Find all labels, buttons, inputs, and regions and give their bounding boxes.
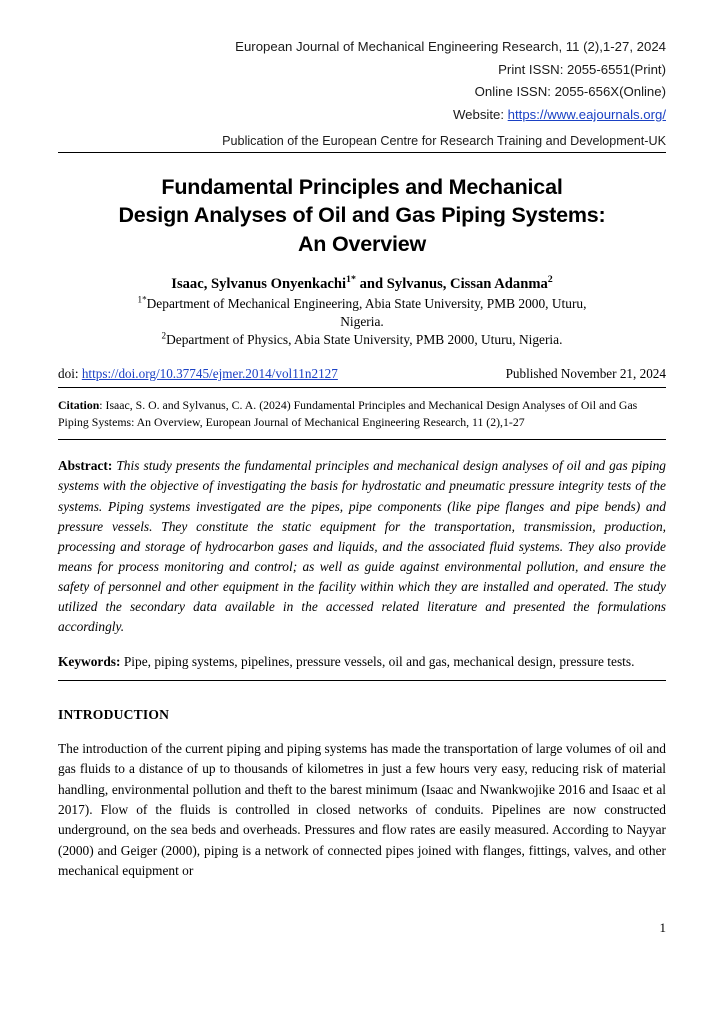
affiliation-2-marker: 2 xyxy=(161,330,167,341)
journal-header-line-2: Print ISSN: 2055-6551(Print) xyxy=(498,61,666,77)
doi-label: doi: xyxy=(58,365,82,381)
abstract-label: Abstract: xyxy=(58,458,113,474)
page-title xyxy=(58,173,666,259)
publication-line: Publication of the European Centre for Research Training and Development-UK xyxy=(58,134,666,153)
affiliation-1-cont: Nigeria. xyxy=(340,313,384,329)
doi-block xyxy=(58,366,338,382)
journal-website-link[interactable]: https://www.eajournals.org/ xyxy=(507,107,666,123)
author-one-marker: 1* xyxy=(346,273,356,285)
section-heading-introduction: INTRODUCTION xyxy=(58,706,170,722)
doi-row xyxy=(58,366,666,388)
title-line-2: Design Analyses of Oil and Gas Piping Systems: xyxy=(118,203,606,228)
keywords-divider xyxy=(58,680,666,681)
journal-header-line-1: European Journal of Mechanical Engineering Research, 11 (2),1-27, 2024 xyxy=(235,39,666,54)
doi-link[interactable]: https://doi.org/10.37745/ejmer.2014/vol11n2127 xyxy=(81,365,338,381)
keywords-label: Keywords: xyxy=(58,654,121,670)
author-two: and Sylvanus, Cissan Adanma xyxy=(355,275,548,292)
title-line-1: Fundamental Principles and Mechanical xyxy=(161,174,563,199)
journal-website-line xyxy=(58,104,666,127)
page-number: 1 xyxy=(659,920,666,935)
introduction-paragraph: The introduction of the current piping and piping systems has made the transportation of large volumes of oil and gas fluids to a distance of up to thousands of kilometres in just a few hours very easy, reducing risk of material handling, environmental pollution and theft to the barest minimum (Isaac and Nwankwojike 2016 and Isaac et al 2017). Flow of the fluids is controlled in closed networks of conduits. Pipelines are now constructed underground, on the sea beds and overheads. Pressures and flow rates are easily measured. According to Nayyar (2000) and Geiger (2000), piping is a network of connected pipes joined with flanges, fittings, valves, and other mechanical equipment or xyxy=(58,740,666,879)
abstract-block xyxy=(58,456,666,637)
keywords-text: Pipe, piping systems, pipelines, pressure vessels, oil and gas, mechanical design, pressure tests. xyxy=(120,654,635,670)
author-one: Isaac, Sylvanus Onyenkachi xyxy=(171,275,347,292)
author-two-marker: 2 xyxy=(547,273,553,285)
citation-text: : Isaac, S. O. and Sylvanus, C. A. (2024) Fundamental Principles and Mechanical Design Analyses of Oil and Gas Piping Systems: An Overview, European Journal of Mechanical Engineering Research, 11 (2),1-27 xyxy=(58,397,638,429)
affiliation-1-text: Department of Mechanical Engineering, Abia State University, PMB 2000, Uturu, xyxy=(146,295,587,311)
affiliation-1-marker: 1* xyxy=(137,294,147,305)
abstract-text: This study presents the fundamental principles and mechanical design analyses of oil and gas piping systems with the objective of investigating the basis for hydrostatic and pneumatic pressure integrity tests of the systems. Piping systems investigated are the pipes, pipe components (like pipe flanges and pipe bends) and pressure vessels. They constitute the static equipment for the transportation, transmission, production, processing and storage of hydrocarbon gases and liquids, and the associated fluid systems. They also provide means for process monitoring and control; as well as guide against environmental pollution, and ensure the safety of personnel and other equipment in the facility within which they are installed and operated. The study utilized the secondary data available in the accessed related literature and presented the formulations accordingly. xyxy=(58,458,666,635)
journal-header-line-3: Online ISSN: 2055-656X(Online) xyxy=(474,84,666,100)
author-byline xyxy=(58,273,666,293)
journal-header xyxy=(58,36,666,127)
affiliations xyxy=(58,295,666,349)
title-line-3: An Overview xyxy=(297,232,427,256)
keywords-block xyxy=(58,652,666,680)
affiliation-2-text: Department of Physics, Abia State University, PMB 2000, Uturu, Nigeria. xyxy=(166,331,563,347)
citation-block xyxy=(58,397,666,441)
citation-label: Citation xyxy=(58,397,100,412)
published-date: Published November 21, 2024 xyxy=(505,365,666,381)
affiliation-1 xyxy=(58,295,666,313)
website-label: Website: xyxy=(452,107,508,123)
affiliation-2 xyxy=(58,331,666,349)
